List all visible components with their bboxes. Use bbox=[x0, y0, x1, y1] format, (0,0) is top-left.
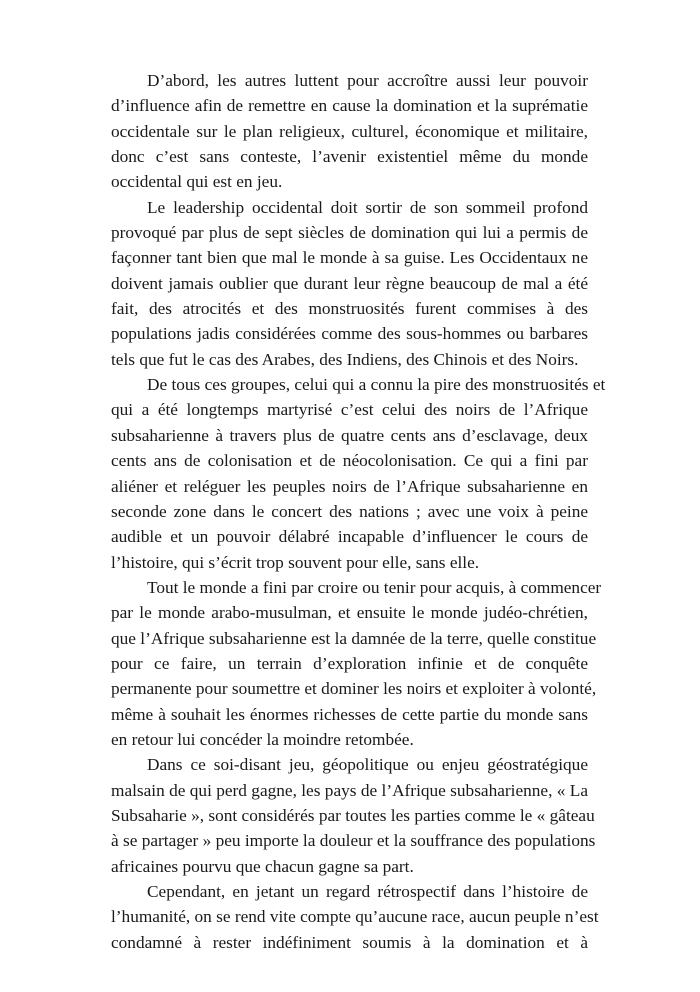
text-line: De tous ces groupes, celui qui a connu la pire des monstruosités et bbox=[147, 375, 606, 395]
text-line: Tout le monde a fini par croire ou tenir pour acquis, à commencer bbox=[147, 577, 602, 597]
paragraph bbox=[111, 195, 588, 372]
paragraph bbox=[111, 372, 606, 575]
text-line: Le leadership occidental doit sortir de son sommeil profond bbox=[147, 197, 588, 217]
text-line: tels que fut le cas des Arabes, des Indiens, des Chinois et des Noirs. bbox=[111, 349, 579, 369]
text-line: l’humanité, on se rend vite compte qu’aucune race, aucun peuple n’est bbox=[111, 907, 599, 927]
text-line: seconde zone dans le concert des nations ; avec une voix à peine bbox=[111, 501, 588, 521]
text-line: provoqué par plus de sept siècles de domination qui lui a permis de bbox=[111, 223, 588, 243]
paragraph bbox=[111, 575, 602, 752]
text-line: que l’Afrique subsaharienne est la damnée de la terre, quelle constitue bbox=[111, 628, 597, 648]
text-line: façonner tant bien que mal le monde à sa guise. Les Occidentaux ne bbox=[111, 248, 588, 268]
text-line: donc c’est sans conteste, l’avenir existentiel même du monde bbox=[111, 147, 588, 167]
text-line: condamné à rester indéfiniment soumis à la domination et à bbox=[111, 932, 588, 952]
text-line: fait, des atrocités et des monstruosités furent commises à des bbox=[111, 299, 588, 319]
text-line: cents ans de colonisation et de néocolonisation. Ce qui a fini par bbox=[111, 451, 588, 471]
text-line: même à souhait les énormes richesses de cette partie du monde sans bbox=[111, 704, 588, 724]
text-line: malsain de qui perd gagne, les pays de l’Afrique subsaharienne, « La bbox=[111, 780, 588, 800]
text-line: africaines pourvu que chacun gagne sa part. bbox=[111, 856, 414, 876]
text-line: doivent jamais oublier que durant leur règne beaucoup de mal a été bbox=[111, 273, 588, 293]
paragraph bbox=[111, 879, 599, 955]
text-line: pour ce faire, un terrain d’exploration infinie et de conquête bbox=[111, 653, 588, 673]
paragraph bbox=[111, 68, 588, 195]
document-page bbox=[111, 68, 606, 955]
paragraph bbox=[111, 752, 596, 879]
text-line: à se partager » peu importe la douleur et la souffrance des populations bbox=[111, 831, 596, 851]
text-line: Cependant, en jetant un regard rétrospectif dans l’histoire de bbox=[147, 882, 588, 901]
text-line: en retour lui concéder la moindre retombée. bbox=[111, 729, 414, 749]
text-line: qui a été longtemps martyrisé c’est celui des noirs de l’Afrique bbox=[111, 400, 588, 420]
text-line: populations jadis considérées comme des sous-hommes ou barbares bbox=[111, 324, 588, 344]
text-line: occidental qui est en jeu. bbox=[111, 172, 283, 192]
text-line: d’influence afin de remettre en cause la domination et la suprématie bbox=[111, 96, 588, 116]
text-line: Subsaharie », sont considérés par toutes les parties comme le « gâteau bbox=[111, 805, 595, 825]
text-line: Dans ce soi-disant jeu, géopolitique ou enjeu géostratégique bbox=[147, 755, 588, 775]
text-line: occidentale sur le plan religieux, culturel, économique et militaire, bbox=[111, 121, 588, 141]
text-line: l’histoire, qui s’écrit trop souvent pour elle, sans elle. bbox=[111, 552, 480, 572]
text-line: audible et un pouvoir délabré incapable d’influencer le cours de bbox=[111, 527, 588, 547]
text-line: par le monde arabo-musulman, et ensuite le monde judéo-chrétien, bbox=[111, 603, 588, 623]
text-line: permanente pour soumettre et dominer les noirs et exploiter à volonté, bbox=[111, 679, 597, 699]
text-line: aliéner et reléguer les peuples noirs de l’Afrique subsaharienne en bbox=[111, 476, 588, 496]
text-line: D’abord, les autres luttent pour accroître aussi leur pouvoir bbox=[147, 71, 588, 90]
text-line: subsaharienne à travers plus de quatre cents ans d’esclavage, deux bbox=[111, 425, 588, 445]
